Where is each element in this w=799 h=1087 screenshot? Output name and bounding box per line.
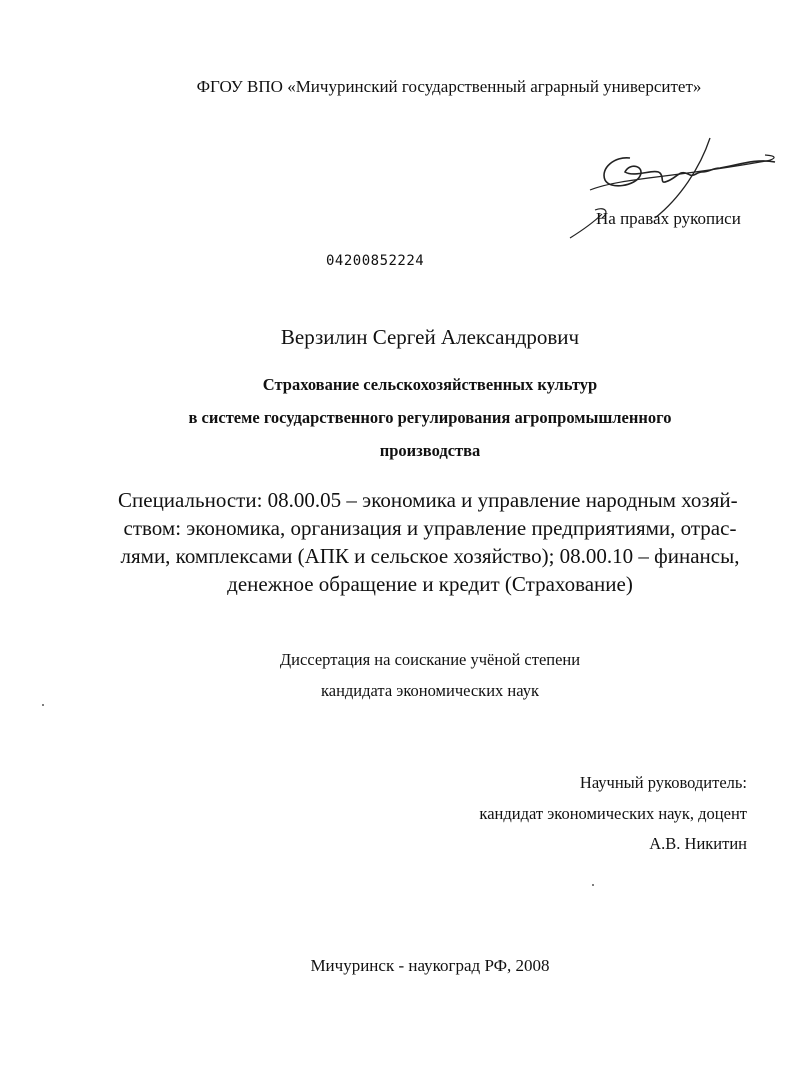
handwritten-signature [560, 128, 790, 248]
dissertation-line-1: Диссертация на соискание учёной степени [279, 650, 581, 669]
university-header: ФГОУ ВПО «Мичуринский государственный аграрный университет» [196, 77, 702, 96]
supervisor-degree: кандидат экономических наук, доцент [479, 804, 747, 823]
supervisor-label: Научный руководитель: [579, 773, 747, 792]
title-line-1: Страхование сельскохозяйственных культур [262, 375, 598, 394]
specialty-block [100, 486, 760, 598]
manuscript-rights: На правах рукописи [596, 209, 741, 228]
title-line-2: в системе государственного регулирования агропромышленного [188, 408, 672, 427]
title-line-3: производства [379, 441, 481, 460]
document-code: 04200852224 [326, 253, 425, 269]
specialty-line-4: денежное обращение и кредит (Страхование) [227, 572, 633, 596]
specialty-line-2: ством: экономика, организация и управление предприятиями, отрас- [123, 516, 737, 540]
scan-speck [592, 884, 594, 886]
specialty-line-1: Специальности: 08.00.05 – экономика и управление народным хозяй- [118, 488, 738, 512]
specialty-line-3: лями, комплексами (АПК и сельское хозяйство); 08.00.10 – финансы, [120, 544, 740, 568]
supervisor-name: А.В. Никитин [649, 834, 747, 853]
city-year: Мичуринск - наукоград РФ, 2008 [310, 956, 550, 975]
author-name: Верзилин Сергей Александрович [280, 325, 580, 349]
scan-speck [42, 704, 44, 706]
dissertation-line-2: кандидата экономических наук [320, 681, 539, 700]
